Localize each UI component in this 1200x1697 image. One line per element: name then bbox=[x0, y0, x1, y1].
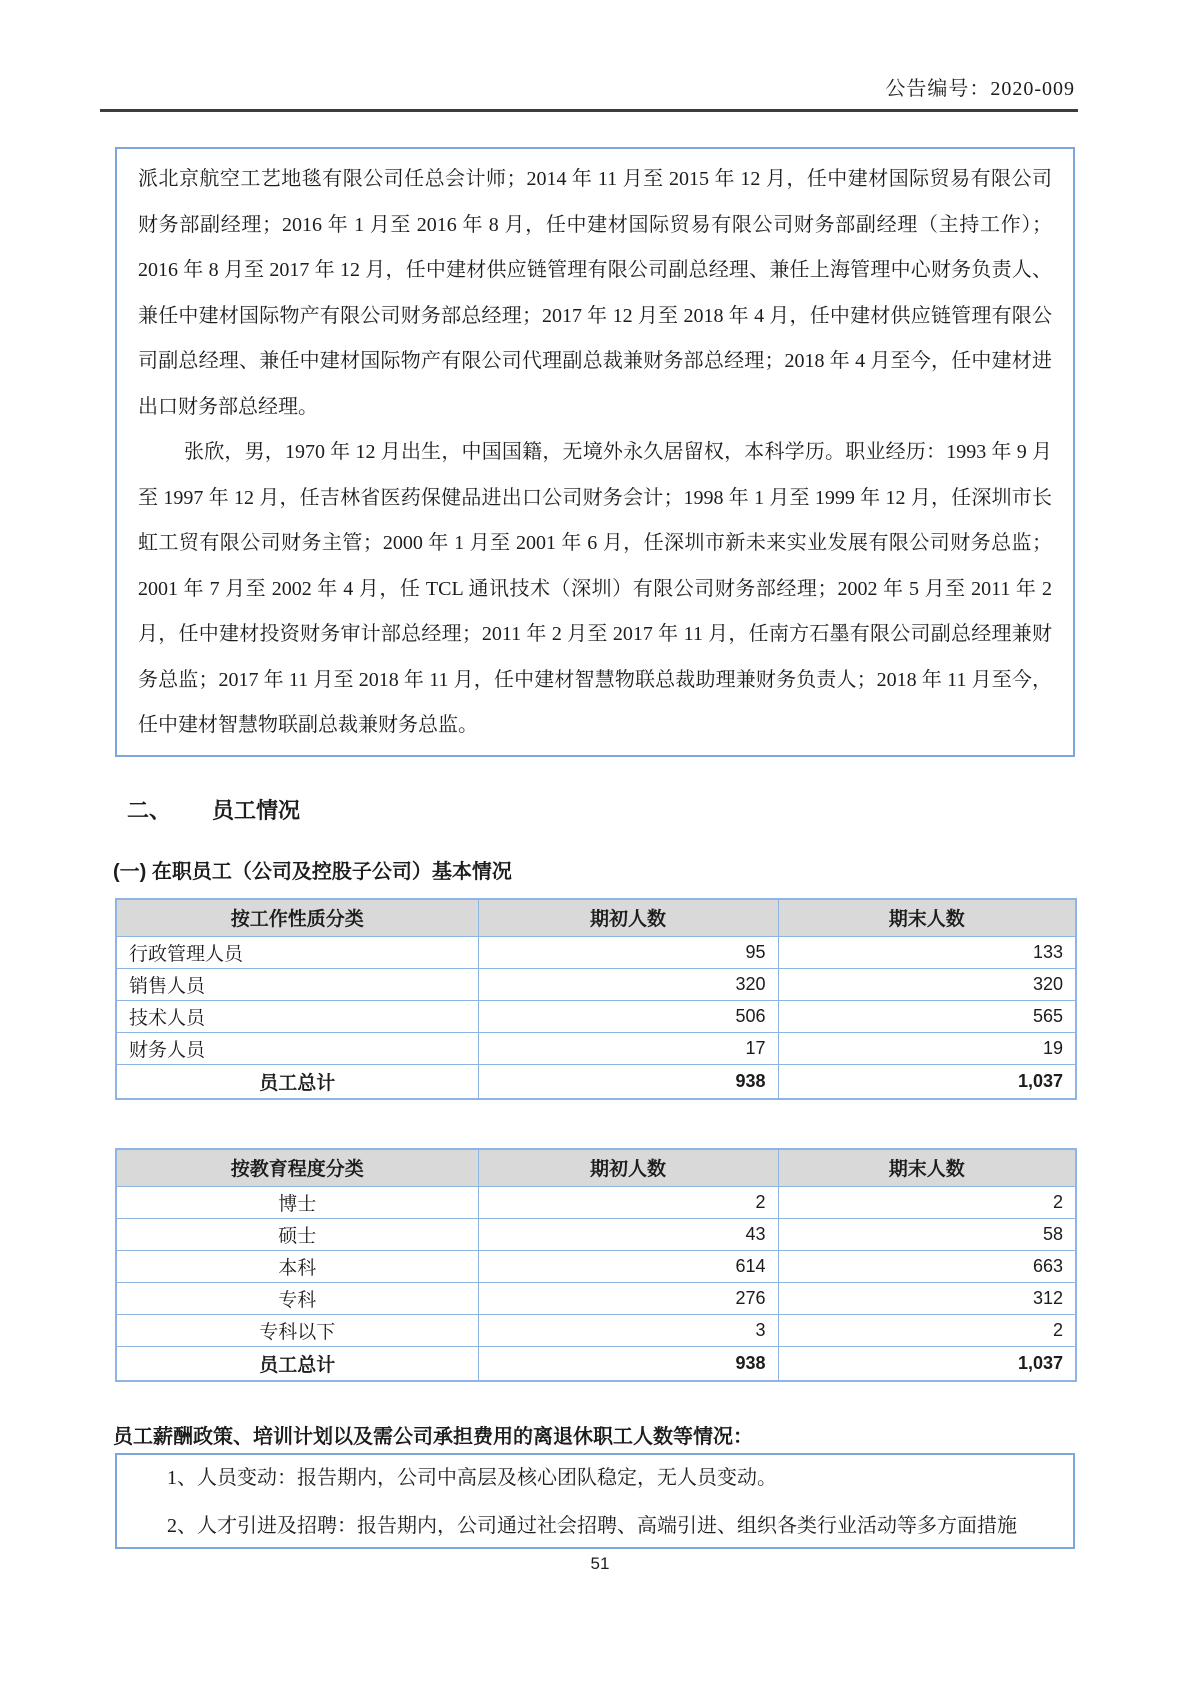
end-count-cell: 58 bbox=[778, 1218, 1076, 1250]
table-employees-by-education bbox=[115, 1148, 1077, 1382]
table-row bbox=[116, 1282, 1076, 1314]
end-count-cell: 663 bbox=[778, 1250, 1076, 1282]
announcement-number: 公告编号：2020-009 bbox=[885, 78, 1075, 100]
policy-section-heading: 员工薪酬政策、培训计划以及需公司承担费用的离退休职工人数等情况： bbox=[113, 1426, 753, 1448]
bio-paragraph-continued: 派北京航空工艺地毯有限公司任总会计师；2014 年 11 月至 2015 年 12 月，任中建材国际贸易有限公司财务部副经理；2016 年 1 月至 2016 年 8 月，任中建材国际贸易有限公司财务部副经理（主持工作）；2016 年 8 月至 2017 年 12 月，任中建材供应链管理有限公司副总经理、兼任上海管理中心财务负责人、兼任中建材国际物产有限公司财务部总经理；2017 年 12 月至 2018 年 4 月，任中建材供应链管理有限公司副总经理、兼任中建材国际物产有限公司代理副总裁兼财务部总经理；2018 年 4 月至今，任中建材进出口财务部总经理。 bbox=[138, 168, 1052, 418]
start-count-cell: 506 bbox=[478, 1000, 778, 1032]
header-rule bbox=[100, 109, 1078, 112]
policy-item-talent-recruitment: 2、人才引进及招聘：报告期内，公司通过社会招聘、高端引进、组织各类行业活动等多方面措施 bbox=[167, 1515, 1017, 1537]
table-row bbox=[116, 1032, 1076, 1064]
end-count-cell: 320 bbox=[778, 968, 1076, 1000]
table-row bbox=[116, 1186, 1076, 1218]
page-number: 51 bbox=[590, 1554, 610, 1573]
start-count-cell: 3 bbox=[478, 1314, 778, 1346]
category-cell: 博士 bbox=[116, 1186, 478, 1218]
category-cell: 行政管理人员 bbox=[116, 936, 478, 968]
section-title: 员工情况 bbox=[212, 798, 301, 823]
total-end-count-cell: 1,037 bbox=[778, 1346, 1076, 1381]
column-header-start-count: 期初人数 bbox=[478, 899, 778, 936]
total-label-cell: 员工总计 bbox=[116, 1346, 478, 1381]
table-header-row bbox=[116, 1149, 1076, 1186]
column-header-education-category: 按教育程度分类 bbox=[116, 1149, 478, 1186]
table-header-row bbox=[116, 899, 1076, 936]
biography-text-box bbox=[115, 147, 1075, 757]
section-heading-employees bbox=[127, 794, 300, 825]
start-count-cell: 2 bbox=[478, 1186, 778, 1218]
start-count-cell: 43 bbox=[478, 1218, 778, 1250]
total-start-count-cell: 938 bbox=[478, 1346, 778, 1381]
policy-item-personnel-change: 1、人员变动：报告期内，公司中高层及核心团队稳定，无人员变动。 bbox=[167, 1467, 777, 1489]
section-number: 二、 bbox=[127, 798, 172, 823]
table-row bbox=[116, 936, 1076, 968]
column-header-end-count: 期末人数 bbox=[778, 899, 1076, 936]
total-end-count-cell: 1,037 bbox=[778, 1064, 1076, 1099]
table-row bbox=[116, 1314, 1076, 1346]
column-header-start-count: 期初人数 bbox=[478, 1149, 778, 1186]
end-count-cell: 565 bbox=[778, 1000, 1076, 1032]
end-count-cell: 2 bbox=[778, 1314, 1076, 1346]
table-total-row bbox=[116, 1346, 1076, 1381]
table-employees-by-job-nature bbox=[115, 898, 1077, 1100]
end-count-cell: 2 bbox=[778, 1186, 1076, 1218]
category-cell: 专科 bbox=[116, 1282, 478, 1314]
category-cell: 硕士 bbox=[116, 1218, 478, 1250]
end-count-cell: 19 bbox=[778, 1032, 1076, 1064]
category-cell: 销售人员 bbox=[116, 968, 478, 1000]
start-count-cell: 95 bbox=[478, 936, 778, 968]
table-row bbox=[116, 968, 1076, 1000]
total-start-count-cell: 938 bbox=[478, 1064, 778, 1099]
table-row bbox=[116, 1218, 1076, 1250]
category-cell: 专科以下 bbox=[116, 1314, 478, 1346]
category-cell: 技术人员 bbox=[116, 1000, 478, 1032]
table-total-row bbox=[116, 1064, 1076, 1099]
start-count-cell: 614 bbox=[478, 1250, 778, 1282]
category-cell: 财务人员 bbox=[116, 1032, 478, 1064]
bio-paragraph-zhangxin: 张欣，男，1970 年 12 月出生，中国国籍，无境外永久居留权，本科学历。职业经历：1993 年 9 月至 1997 年 12 月，任吉林省医药保健品进出口公司财务会计；1998 年 1 月至 1999 年 12 月，任深圳市长虹工贸有限公司财务主管；2000 年 1 月至 2001 年 6 月，任深圳市新未来实业发展有限公司财务总监；2001 年 7 月至 2002 年 4 月，任 TCL 通讯技术（深圳）有限公司财务部经理；2002 年 5 月至 2011 年 2 月，任中建材投资财务审计部总经理；2011 年 2 月至 2017 年 11 月，任南方石墨有限公司副总经理兼财务总监；2017 年 11 月至 2018 年 11 月，任中建材智慧物联总裁助理兼财务负责人；2018 年 11 月至今，任中建材智慧物联副总裁兼财务总监。 bbox=[138, 441, 1052, 736]
end-count-cell: 133 bbox=[778, 936, 1076, 968]
end-count-cell: 312 bbox=[778, 1282, 1076, 1314]
category-cell: 本科 bbox=[116, 1250, 478, 1282]
column-header-job-category: 按工作性质分类 bbox=[116, 899, 478, 936]
total-label-cell: 员工总计 bbox=[116, 1064, 478, 1099]
table-row bbox=[116, 1000, 1076, 1032]
start-count-cell: 17 bbox=[478, 1032, 778, 1064]
column-header-end-count: 期末人数 bbox=[778, 1149, 1076, 1186]
start-count-cell: 276 bbox=[478, 1282, 778, 1314]
table-row bbox=[116, 1250, 1076, 1282]
start-count-cell: 320 bbox=[478, 968, 778, 1000]
policy-text-box bbox=[115, 1453, 1075, 1549]
subsection-heading-active-employees: (一) 在职员工（公司及控股子公司）基本情况 bbox=[113, 861, 512, 883]
